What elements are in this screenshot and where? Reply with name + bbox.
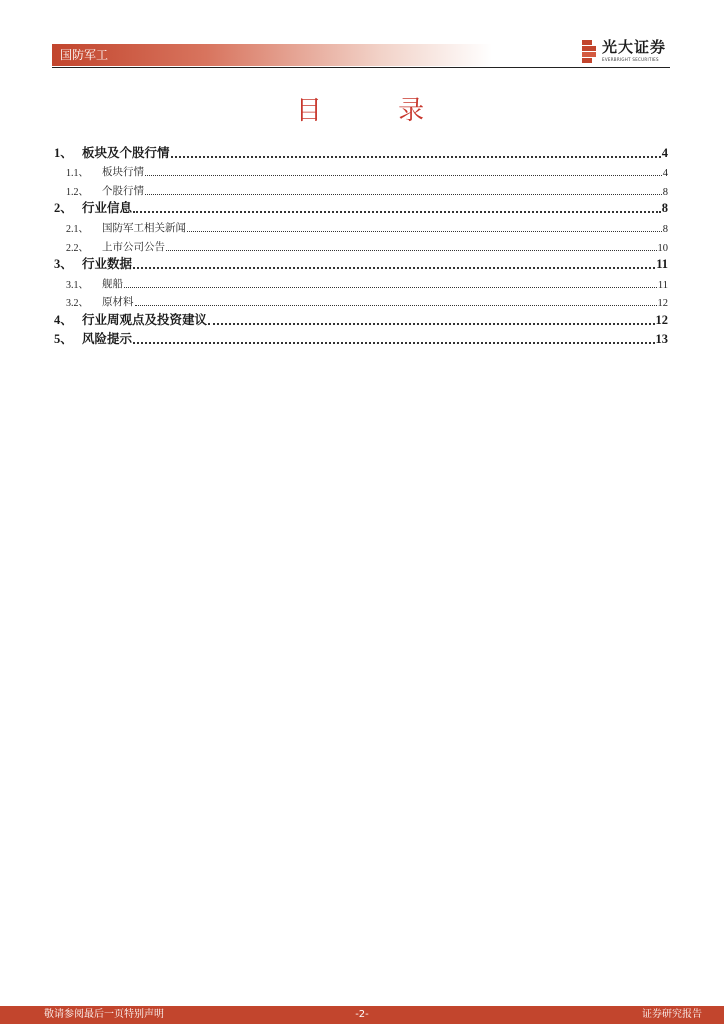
footer-disclaimer: 敬请参阅最后一页特别声明 <box>44 1009 164 1020</box>
toc-entry-page: 4 <box>661 145 668 160</box>
toc-entry-number: 2.1、 <box>66 223 89 235</box>
toc-entry-label: 个股行情 <box>102 184 144 197</box>
toc-entry-label: 原材料 <box>102 296 134 309</box>
toc-entry-label: 板块及个股行情 <box>82 144 170 160</box>
toc-dot-leader <box>145 193 662 195</box>
toc-entry-label: 行业数据 <box>82 256 133 272</box>
toc-entry-number: 1.2、 <box>66 186 89 198</box>
toc-entry-label: 行业信息 <box>82 200 133 216</box>
toc-entry[interactable] <box>54 254 668 273</box>
toc-entry-label: 国防军工相关新闻 <box>102 221 186 234</box>
section-title: 国防军工 <box>60 48 109 62</box>
toc-entry-label: 行业周观点及投资建议 <box>82 311 208 327</box>
header-divider <box>52 67 670 68</box>
toc-entry-label: 板块行情 <box>102 166 144 179</box>
toc-dot-leader <box>187 230 662 232</box>
toc-entry-number: 1.1、 <box>66 168 89 180</box>
toc-entry-label: 舰船 <box>102 277 123 290</box>
toc-dot-leader <box>171 155 661 158</box>
toc-dot-leader <box>208 322 654 325</box>
toc-entry-number: 2.2、 <box>66 242 89 254</box>
toc-entry-number: 2、 <box>54 201 73 216</box>
toc-entry[interactable] <box>54 235 668 254</box>
toc-dot-leader <box>135 304 657 306</box>
toc-entry[interactable] <box>54 142 668 161</box>
toc-entry-number: 3、 <box>54 257 73 272</box>
toc-dot-leader <box>133 210 661 213</box>
page-title: 目 录 <box>295 96 459 126</box>
toc-entry[interactable] <box>54 161 668 180</box>
toc-entry-number: 1、 <box>54 145 73 160</box>
toc-entry[interactable] <box>54 272 668 291</box>
toc-entry-page: 8 <box>661 201 668 216</box>
toc-entry-number: 4、 <box>54 312 73 327</box>
toc-entry[interactable] <box>54 309 668 328</box>
toc-entry-page: 8 <box>662 186 668 198</box>
toc-entry-page: 4 <box>662 168 668 180</box>
page-number: -2- <box>355 1009 369 1020</box>
toc-entry-number: 3.1、 <box>66 279 89 291</box>
toc-dot-leader <box>133 341 654 344</box>
toc-entry-number: 3.2、 <box>66 298 89 310</box>
logo-text: 光大证券 <box>602 38 667 56</box>
toc-entry-label: 上市公司公告 <box>102 240 165 253</box>
company-logo <box>580 38 672 66</box>
everbright-logo-icon <box>580 40 598 64</box>
logo-subtext: EVERBRIGHT SECURITIES <box>602 57 659 62</box>
toc-entry-label: 风险提示 <box>82 330 133 346</box>
toc-entry-page: 12 <box>655 312 668 327</box>
toc-dot-leader <box>166 249 657 251</box>
toc-entry[interactable] <box>54 328 668 347</box>
toc-entry[interactable] <box>54 291 668 310</box>
toc-entry-page: 8 <box>662 223 668 235</box>
toc-dot-leader <box>124 286 657 288</box>
footer-report-type: 证券研究报告 <box>642 1009 702 1020</box>
footer-bar <box>0 1006 724 1024</box>
toc-dot-leader <box>133 266 655 269</box>
toc-entry[interactable] <box>54 216 668 235</box>
header-bar <box>52 44 492 66</box>
toc-entry-page: 11 <box>656 257 668 272</box>
toc-entry-page: 12 <box>657 298 668 310</box>
toc-entry[interactable] <box>54 198 668 217</box>
toc-dot-leader <box>145 174 662 176</box>
toc-entry[interactable] <box>54 179 668 198</box>
toc-entry-page: 11 <box>657 279 668 291</box>
toc-entry-page: 13 <box>655 331 668 346</box>
toc-entry-page: 10 <box>657 242 668 254</box>
toc-entry-number: 5、 <box>54 331 73 346</box>
table-of-contents <box>54 142 668 347</box>
